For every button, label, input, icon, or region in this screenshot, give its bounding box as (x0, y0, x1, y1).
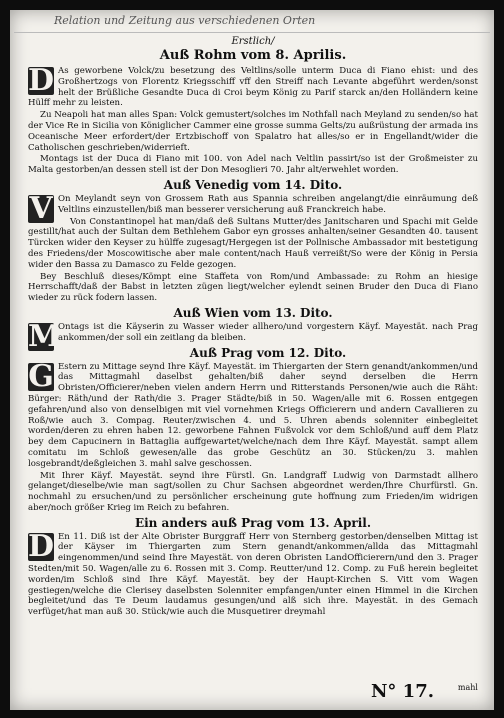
section-prague (28, 346, 478, 514)
section-heading: Auß Prag vom 12. Dito. (189, 345, 347, 360)
paragraph: Bey Beschluß dieses/Kömpt eine Staffeta von Rom/und Ambassade: zu Rohm an hiesige Herrschafft/daß der Babst in letzten zügen liegt/welcher eylendt seinen Bruder den Duca di Fiano wieder zu rück fodern lassen. (28, 271, 478, 304)
section-heading: Ein anders auß Prag vom 13. April. (134, 515, 372, 530)
paragraph: Montags ist der Duca di Fiano mit 100. von Adel nach Veltlin passirt/so ist der Großmeister zu Malta gestorben/an dessen stell ist der Don Mesoglieri 70. Jahr alt/erwehlet worden. (28, 154, 478, 176)
drop-initial: D (28, 63, 55, 98)
paragraph-text: Estern zu Mittage seynd Ihre Käyf. Mayestät. im Thiergarten der Stern genandt/ankommen/und das Mittagmahl daselbst gehalten/biß daher seynd derselben die Herrn Obristen/Officierer/neben vielen andern Herrn und Ritterstands Personen/wie auch die Räht: Bürger: Räth/und der Rath/die 3. Prager Städte/biß in 50. Wagen/alle mit 6. Rossen entgegen gefahren/und also von denselbigen mit viel vornehmen Kriegs Officierern und andern Cavallieren zu Roß/wie auch 3. Compag. Reuter/zwischen 4. und 5. Uhren abends solenniter einbegleitet worden/deren zu ehren haben 12. geworbene Fahnen Fußvolck vor dem Schloß/und auff dem Platz bey dem Capucinern in Battaglia auffgewartet/welche/nach dem Ihre Käyf. Mayestät. sampt allem comitatu im Schloß gewesen/alle das grobe Geschütz an 30. Stücken/zu 3. mahlen losgebrandt/deßgleichen 3. mahl salve geschossen. (28, 361, 478, 469)
section-heading: Auß Wien vom 13. Dito. (173, 305, 333, 320)
sheet-number: N° 17. (370, 681, 434, 702)
section-rome (28, 36, 478, 176)
article-body (28, 36, 478, 678)
section-heading: Auß Rohm vom 8. Aprilis. (159, 48, 347, 63)
catchword: mahl (457, 683, 478, 692)
paragraph (28, 358, 478, 470)
drop-initial: D (28, 528, 55, 564)
paragraph-text: Ontags ist die Käyserin zu Wasser wieder allhero/und vorgestern Käyf. Mayestät. nach Prag ankommen/der soll ein zeitlang da bleiben. (58, 321, 478, 343)
paragraph (28, 190, 478, 226)
section-prague-other (28, 516, 478, 618)
drop-initial: M (28, 318, 62, 354)
paragraph (28, 63, 478, 109)
paragraph: Von Constantinopel hat man/daß deß Sultans Mutter/des Janitscharen und Spachi mit Gelde gestillt/hat auch der Sultan dem Bethlehem Gabor eyn grosses anhalten/seiner Gesandten 40. tausent Türcken wider den Keyser zu hülffe zugesagt/Hergegen ist der Pollnische Ambassador mit bestetigung des Friedens/der Moscowitische aber male content/nach Hauß verreißt/So were der König in Persia wider den Bassa zu Damasco zu Felde gezogen. (28, 216, 478, 270)
drop-initial: V (29, 190, 53, 226)
newspaper-page (10, 10, 494, 710)
paragraph-text: As geworbene Volck/zu besetzung des Veltlins/solle unterm Duca di Fiano ehist: und des Großhertzogs von Florentz Kriegsschiff vff den Streiff nach Levante abgeführt werden/sonst helt der Brüßliche Gesandte Duca di Croi beym König zu Parif starck an/den Holländern keine Hülff mehr zu leisten. (28, 66, 478, 109)
paragraph-text: En 11. Diß ist der Alte Obrister Burggraff Herr von Sternberg gestorben/denselben Mittag ist der Käyser im Thiergarten zum Stern genandt/ankommen/allda das Mittagmahl eingenommen/und seind Ihre Mayestät. von deren Obristen LandOfficierern/und den 3. Prager Stedten/mit 50. Wagen/alle zu 6. Rossen mit 3. Comp. Reutter/und 12. Comp. zu Fuß herein begleitet worden/im Schloß sind Ihre Käyf. Mayestät. bey der Haupt-Kirchen S. Vitt vom Wagen gestiegen/welche die Clerisey daselbsten Solenniter empfangen/unter einen Himmel in die Kirchen begleitet/und das Te Deum laudamus gesungen/und alß sich ihre. Mayestät. in des Gemach verfüget/hat man auß 30. Stück/wie auch die Musquetirer dreymahl (28, 531, 478, 618)
paragraph-text: On Meylandt seyn von Grossem Rath aus Spannia schreiben angelangt/die einräumung deß Veltlins einzustellen/biß man besserer versicherung auß Franckreich habe. (58, 193, 478, 215)
section-kicker: Erstlich/ (231, 36, 275, 47)
top-cut-line: Relation und Zeitung aus verschiedenen Orten (14, 10, 490, 33)
paragraph (28, 528, 478, 618)
section-heading: Auß Venedig vom 14. Dito. (163, 177, 343, 192)
section-venice (28, 178, 478, 304)
drop-initial: G (28, 358, 54, 394)
paragraph: Zu Neapoli hat man alles Span: Volck gemustert/solches im Nothfall nach Meyland zu senden/so hat der Vice Re in Sicilia von Königlicher Cammer eine grosse summa Gelts/zu außrüstung der armada ins Oceanische Meer erfordert/der Ertzbischoff von Spalatro hat alles/so er in Engellandt/wider die Catholischen geschrieben/widerrieft. (28, 110, 478, 153)
paragraph: Mit Ihrer Käyf. Mayestät. seynd ihre Fürstl. Gn. Landgraff Ludwig von Darmstadt allhero gelanget/dieselbe/wie man sagt/sollen zu Chur Sachsen abgeordnet werden/Ihre Churfürstl. Gn. nochmahl zu ersuchen/und zu persönlicher erscheinung gute hoffnung zum Frieden/im widrigen aber/noch größer Krieg im Reich zu befahren. (28, 470, 478, 513)
